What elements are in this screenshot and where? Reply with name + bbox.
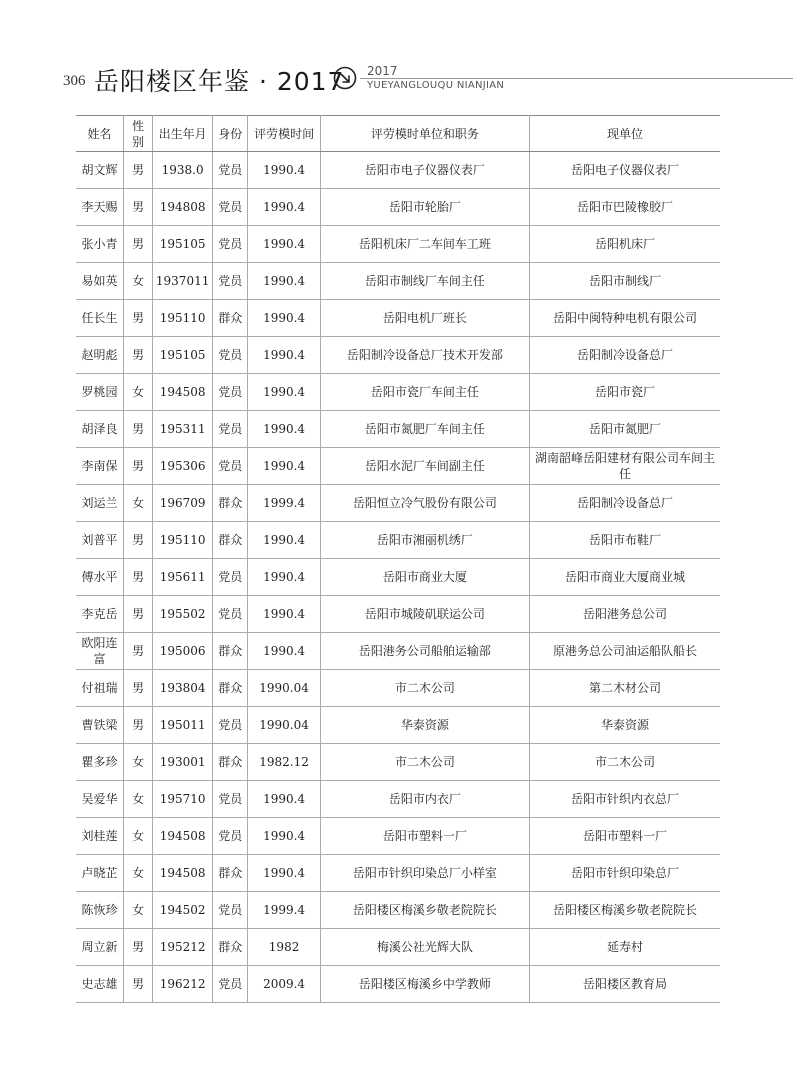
cell-status: 党员 bbox=[213, 152, 248, 189]
header-subtitle: YUEYANGLOUQU NIANJIAN bbox=[367, 80, 505, 91]
cell-current-unit: 岳阳楼区梅溪乡敬老院院长 bbox=[529, 892, 720, 929]
cell-award-unit: 市二木公司 bbox=[320, 670, 529, 707]
cell-gender: 男 bbox=[124, 707, 153, 744]
column-header-current-unit: 现单位 bbox=[529, 116, 720, 152]
cell-current-unit: 华泰资源 bbox=[529, 707, 720, 744]
cell-award-year: 1990.4 bbox=[248, 559, 320, 596]
cell-current-unit: 岳阳港务总公司 bbox=[529, 596, 720, 633]
cell-award-year: 1990.4 bbox=[248, 411, 320, 448]
column-header-award-unit: 评劳模时单位和职务 bbox=[320, 116, 529, 152]
cell-name: 刘桂莲 bbox=[76, 818, 124, 855]
table-row bbox=[76, 411, 720, 448]
column-header-gender: 性别 bbox=[124, 116, 153, 152]
table-row bbox=[76, 596, 720, 633]
cell-birth: 195212 bbox=[153, 929, 213, 966]
table-row bbox=[76, 929, 720, 966]
cell-gender: 女 bbox=[124, 892, 153, 929]
cell-birth: 194808 bbox=[153, 189, 213, 226]
cell-status: 党员 bbox=[213, 374, 248, 411]
cell-award-year: 1982 bbox=[248, 929, 320, 966]
cell-name: 赵明彪 bbox=[76, 337, 124, 374]
cell-current-unit: 市二木公司 bbox=[529, 744, 720, 781]
table-row bbox=[76, 707, 720, 744]
cell-current-unit: 岳阳制冷设备总厂 bbox=[529, 485, 720, 522]
cell-status: 党员 bbox=[213, 448, 248, 485]
cell-gender: 女 bbox=[124, 744, 153, 781]
cell-award-year: 1999.4 bbox=[248, 485, 320, 522]
table-row bbox=[76, 744, 720, 781]
cell-birth: 1938.0 bbox=[153, 152, 213, 189]
cell-gender: 男 bbox=[124, 522, 153, 559]
table-row bbox=[76, 966, 720, 1003]
cell-name: 周立新 bbox=[76, 929, 124, 966]
cell-name: 曹铁梁 bbox=[76, 707, 124, 744]
table-row bbox=[76, 522, 720, 559]
cell-name: 欧阳连富 bbox=[76, 633, 124, 670]
column-header-award-year: 评劳模时间 bbox=[248, 116, 320, 152]
table-header bbox=[76, 116, 720, 152]
cell-birth: 195105 bbox=[153, 226, 213, 263]
cell-name: 胡文辉 bbox=[76, 152, 124, 189]
cell-birth: 195105 bbox=[153, 337, 213, 374]
cell-award-unit: 岳阳楼区梅溪乡中学教师 bbox=[320, 966, 529, 1003]
cell-status: 党员 bbox=[213, 337, 248, 374]
table-header-row bbox=[76, 116, 720, 152]
header-rule bbox=[360, 78, 793, 79]
cell-current-unit: 岳阳中闽特种电机有限公司 bbox=[529, 300, 720, 337]
cell-award-year: 1990.4 bbox=[248, 818, 320, 855]
column-header-birth: 出生年月 bbox=[153, 116, 213, 152]
cell-gender: 女 bbox=[124, 855, 153, 892]
page-number: 306 bbox=[63, 73, 86, 89]
cell-gender: 男 bbox=[124, 152, 153, 189]
cell-status: 党员 bbox=[213, 818, 248, 855]
cell-status: 党员 bbox=[213, 263, 248, 300]
cell-award-year: 1990.4 bbox=[248, 633, 320, 670]
cell-award-unit: 岳阳市氮肥厂车间主任 bbox=[320, 411, 529, 448]
table-row bbox=[76, 152, 720, 189]
cell-status: 群众 bbox=[213, 670, 248, 707]
cell-status: 群众 bbox=[213, 300, 248, 337]
cell-current-unit: 岳阳楼区教育局 bbox=[529, 966, 720, 1003]
cell-gender: 男 bbox=[124, 448, 153, 485]
cell-gender: 男 bbox=[124, 226, 153, 263]
cell-gender: 女 bbox=[124, 781, 153, 818]
cell-gender: 男 bbox=[124, 559, 153, 596]
cell-birth: 195011 bbox=[153, 707, 213, 744]
cell-award-unit: 岳阳市商业大厦 bbox=[320, 559, 529, 596]
cell-current-unit: 岳阳制冷设备总厂 bbox=[529, 337, 720, 374]
table-row bbox=[76, 263, 720, 300]
cell-award-unit: 岳阳市针织印染总厂小样室 bbox=[320, 855, 529, 892]
cell-birth: 195006 bbox=[153, 633, 213, 670]
cell-name: 刘运兰 bbox=[76, 485, 124, 522]
book-title: 岳阳楼区年鉴 · 2017 bbox=[94, 67, 345, 96]
cell-gender: 男 bbox=[124, 633, 153, 670]
cell-gender: 男 bbox=[124, 411, 153, 448]
cell-award-unit: 岳阳机床厂二车间车工班 bbox=[320, 226, 529, 263]
cell-current-unit: 岳阳市制线厂 bbox=[529, 263, 720, 300]
cell-birth: 194508 bbox=[153, 818, 213, 855]
cell-current-unit: 岳阳市布鞋厂 bbox=[529, 522, 720, 559]
cell-award-year: 1990.04 bbox=[248, 707, 320, 744]
cell-award-unit: 岳阳电机厂班长 bbox=[320, 300, 529, 337]
cell-gender: 男 bbox=[124, 929, 153, 966]
cell-birth: 195311 bbox=[153, 411, 213, 448]
cell-birth: 195110 bbox=[153, 300, 213, 337]
cell-award-unit: 岳阳市制线厂车间主任 bbox=[320, 263, 529, 300]
cell-current-unit: 岳阳市针织内衣总厂 bbox=[529, 781, 720, 818]
cell-status: 党员 bbox=[213, 559, 248, 596]
cell-award-year: 2009.4 bbox=[248, 966, 320, 1003]
cell-award-unit: 岳阳市瓷厂车间主任 bbox=[320, 374, 529, 411]
cell-birth: 195611 bbox=[153, 559, 213, 596]
cell-status: 群众 bbox=[213, 744, 248, 781]
cell-award-year: 1990.4 bbox=[248, 263, 320, 300]
cell-current-unit: 原港务总公司油运船队船长 bbox=[529, 633, 720, 670]
cell-award-year: 1990.4 bbox=[248, 300, 320, 337]
cell-gender: 男 bbox=[124, 670, 153, 707]
cell-award-year: 1990.4 bbox=[248, 152, 320, 189]
cell-award-unit: 岳阳市塑料一厂 bbox=[320, 818, 529, 855]
table-row bbox=[76, 337, 720, 374]
cell-gender: 男 bbox=[124, 337, 153, 374]
cell-name: 李南保 bbox=[76, 448, 124, 485]
cell-award-unit: 岳阳楼区梅溪乡敬老院院长 bbox=[320, 892, 529, 929]
cell-status: 群众 bbox=[213, 929, 248, 966]
table-row bbox=[76, 633, 720, 670]
cell-status: 群众 bbox=[213, 633, 248, 670]
cell-gender: 男 bbox=[124, 189, 153, 226]
cell-status: 群众 bbox=[213, 485, 248, 522]
column-header-status: 身份 bbox=[213, 116, 248, 152]
table-row bbox=[76, 374, 720, 411]
cell-current-unit: 延寿村 bbox=[529, 929, 720, 966]
cell-current-unit: 岳阳市瓷厂 bbox=[529, 374, 720, 411]
cell-award-year: 1990.4 bbox=[248, 522, 320, 559]
cell-award-unit: 华泰资源 bbox=[320, 707, 529, 744]
table-row bbox=[76, 892, 720, 929]
cell-gender: 女 bbox=[124, 485, 153, 522]
cell-birth: 1937011 bbox=[153, 263, 213, 300]
cell-award-unit: 梅溪公社光辉大队 bbox=[320, 929, 529, 966]
cell-current-unit: 岳阳电子仪器仪表厂 bbox=[529, 152, 720, 189]
cell-current-unit: 岳阳市巴陵橡胶厂 bbox=[529, 189, 720, 226]
table-row bbox=[76, 226, 720, 263]
table-row bbox=[76, 855, 720, 892]
cell-gender: 女 bbox=[124, 374, 153, 411]
cell-award-year: 1990.4 bbox=[248, 781, 320, 818]
table-row bbox=[76, 818, 720, 855]
table-row bbox=[76, 189, 720, 226]
cell-name: 付祖瑞 bbox=[76, 670, 124, 707]
cell-status: 党员 bbox=[213, 892, 248, 929]
cell-status: 群众 bbox=[213, 522, 248, 559]
cell-status: 党员 bbox=[213, 596, 248, 633]
cell-award-year: 1990.4 bbox=[248, 189, 320, 226]
circle-down-arrow-icon bbox=[333, 66, 357, 90]
cell-award-unit: 岳阳恒立冷气股份有限公司 bbox=[320, 485, 529, 522]
cell-birth: 196709 bbox=[153, 485, 213, 522]
cell-gender: 女 bbox=[124, 263, 153, 300]
page-header bbox=[0, 0, 793, 110]
table-body bbox=[76, 152, 720, 1003]
cell-name: 刘普平 bbox=[76, 522, 124, 559]
cell-current-unit: 岳阳市氮肥厂 bbox=[529, 411, 720, 448]
cell-name: 李克岳 bbox=[76, 596, 124, 633]
cell-award-year: 1999.4 bbox=[248, 892, 320, 929]
cell-award-unit: 岳阳市内衣厂 bbox=[320, 781, 529, 818]
cell-gender: 男 bbox=[124, 596, 153, 633]
cell-name: 罗桃园 bbox=[76, 374, 124, 411]
cell-current-unit: 第二木材公司 bbox=[529, 670, 720, 707]
cell-name: 张小青 bbox=[76, 226, 124, 263]
cell-award-year: 1990.4 bbox=[248, 337, 320, 374]
cell-status: 党员 bbox=[213, 189, 248, 226]
cell-award-unit: 岳阳水泥厂车间副主任 bbox=[320, 448, 529, 485]
cell-award-unit: 岳阳市城陵矶联运公司 bbox=[320, 596, 529, 633]
cell-name: 吴爱华 bbox=[76, 781, 124, 818]
column-header-name: 姓名 bbox=[76, 116, 124, 152]
cell-current-unit: 岳阳机床厂 bbox=[529, 226, 720, 263]
cell-current-unit: 岳阳市针织印染总厂 bbox=[529, 855, 720, 892]
cell-name: 卢晓芷 bbox=[76, 855, 124, 892]
cell-birth: 195502 bbox=[153, 596, 213, 633]
cell-birth: 193804 bbox=[153, 670, 213, 707]
cell-award-year: 1990.4 bbox=[248, 374, 320, 411]
cell-status: 党员 bbox=[213, 781, 248, 818]
cell-name: 傅水平 bbox=[76, 559, 124, 596]
cell-status: 党员 bbox=[213, 966, 248, 1003]
cell-award-unit: 岳阳港务公司船舶运输部 bbox=[320, 633, 529, 670]
table-row bbox=[76, 448, 720, 485]
cell-birth: 195710 bbox=[153, 781, 213, 818]
cell-name: 胡泽良 bbox=[76, 411, 124, 448]
table-row bbox=[76, 300, 720, 337]
cell-award-unit: 岳阳制冷设备总厂技术开发部 bbox=[320, 337, 529, 374]
cell-name: 陈恢珍 bbox=[76, 892, 124, 929]
header-year: 2017 bbox=[367, 64, 398, 78]
cell-award-unit: 岳阳市湘丽机绣厂 bbox=[320, 522, 529, 559]
cell-gender: 男 bbox=[124, 966, 153, 1003]
cell-current-unit: 岳阳市商业大厦商业城 bbox=[529, 559, 720, 596]
cell-award-unit: 市二木公司 bbox=[320, 744, 529, 781]
cell-name: 任长生 bbox=[76, 300, 124, 337]
cell-birth: 194508 bbox=[153, 374, 213, 411]
table-row bbox=[76, 781, 720, 818]
cell-gender: 男 bbox=[124, 300, 153, 337]
table-row bbox=[76, 485, 720, 522]
cell-award-unit: 岳阳市电子仪器仪表厂 bbox=[320, 152, 529, 189]
model-worker-table bbox=[76, 115, 720, 1003]
cell-birth: 196212 bbox=[153, 966, 213, 1003]
cell-birth: 195306 bbox=[153, 448, 213, 485]
cell-award-year: 1990.4 bbox=[248, 596, 320, 633]
cell-award-year: 1982.12 bbox=[248, 744, 320, 781]
cell-award-year: 1990.4 bbox=[248, 226, 320, 263]
cell-birth: 193001 bbox=[153, 744, 213, 781]
cell-birth: 194508 bbox=[153, 855, 213, 892]
table-row bbox=[76, 559, 720, 596]
cell-name: 李天赐 bbox=[76, 189, 124, 226]
cell-award-year: 1990.04 bbox=[248, 670, 320, 707]
cell-birth: 195110 bbox=[153, 522, 213, 559]
cell-birth: 194502 bbox=[153, 892, 213, 929]
cell-award-unit: 岳阳市轮胎厂 bbox=[320, 189, 529, 226]
cell-gender: 女 bbox=[124, 818, 153, 855]
cell-name: 易如英 bbox=[76, 263, 124, 300]
cell-name: 瞿多珍 bbox=[76, 744, 124, 781]
cell-status: 党员 bbox=[213, 226, 248, 263]
cell-status: 党员 bbox=[213, 707, 248, 744]
cell-award-year: 1990.4 bbox=[248, 855, 320, 892]
cell-current-unit: 湖南韶峰岳阳建材有限公司车间主任 bbox=[529, 448, 720, 485]
cell-status: 党员 bbox=[213, 411, 248, 448]
table-row bbox=[76, 670, 720, 707]
cell-status: 群众 bbox=[213, 855, 248, 892]
cell-award-year: 1990.4 bbox=[248, 448, 320, 485]
cell-name: 史志雄 bbox=[76, 966, 124, 1003]
cell-current-unit: 岳阳市塑料一厂 bbox=[529, 818, 720, 855]
